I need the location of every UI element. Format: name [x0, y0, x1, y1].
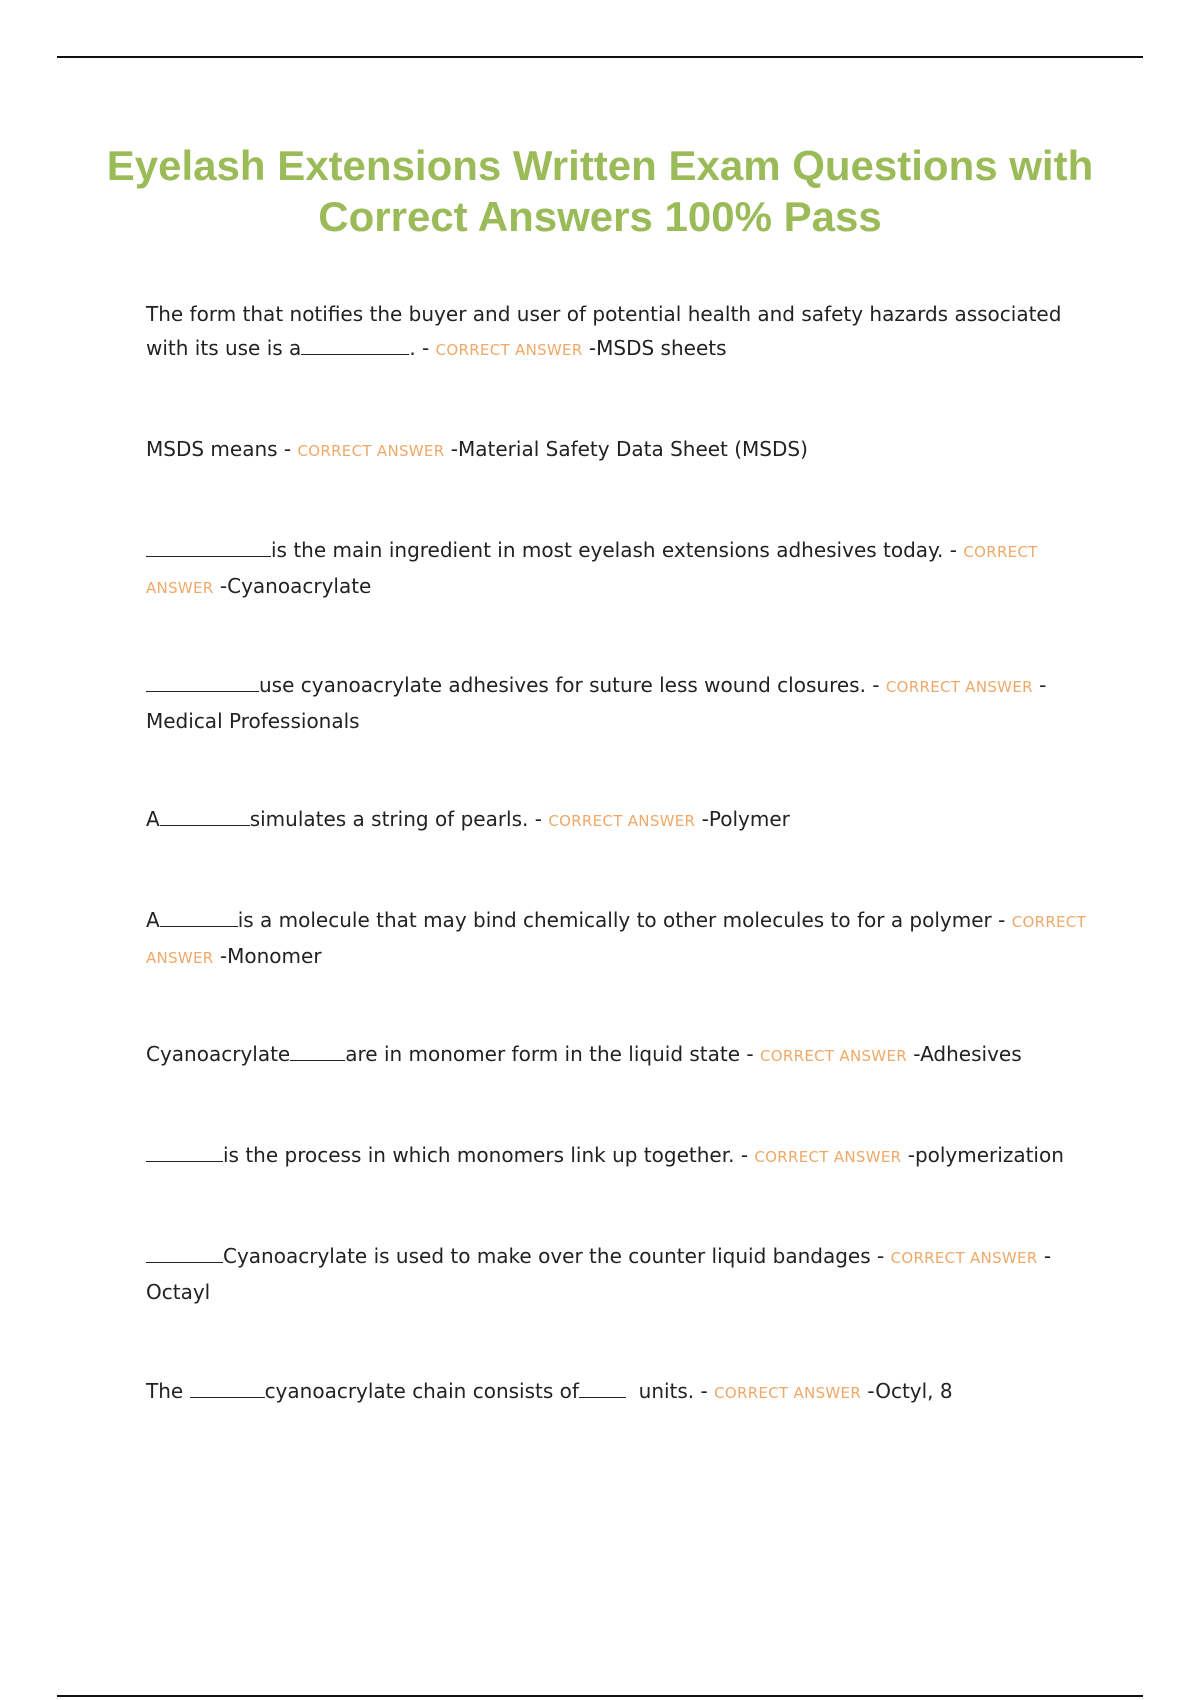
- correct-answer-label: CORRECT ANSWER: [760, 1047, 907, 1065]
- answer-text: Octayl: [146, 1280, 211, 1304]
- question-text: The: [146, 1379, 184, 1403]
- answer-blank: [146, 536, 271, 557]
- question-text: simulates a string of pearls.: [249, 807, 529, 831]
- correct-answer-label: CORRECT ANSWER: [146, 913, 1087, 967]
- answer-blank: [146, 1242, 223, 1263]
- answer-text: Polymer: [708, 807, 790, 831]
- answer-text: Adhesives: [920, 1042, 1022, 1066]
- answer-text: polymerization: [914, 1143, 1064, 1167]
- qa-item-5: A simulates a string of pearls. - CORRECT ANSWER -Polymer: [146, 807, 790, 831]
- correct-answer-label: CORRECT ANSWER: [146, 543, 1038, 597]
- qa-item-6: A is a molecule that may bind chemically to other molecules to for a polymer - CORRECT ANSWER -Monomer: [146, 908, 1087, 968]
- correct-answer-label: CORRECT ANSWER: [890, 1249, 1038, 1267]
- qa-item-10: The cyanoacrylate chain consists of units. - CORRECT ANSWER -Octyl, 8: [146, 1379, 953, 1403]
- answer-blank: [190, 1377, 265, 1398]
- correct-answer-label: CORRECT ANSWER: [297, 442, 445, 460]
- question-text: is the process in which monomers link up together.: [223, 1143, 735, 1167]
- question-text: .: [409, 336, 416, 360]
- question-text: cyanoacrylate chain consists of: [264, 1379, 579, 1403]
- question-text: A: [146, 908, 160, 932]
- answer-text: Monomer: [227, 944, 322, 968]
- question-text: units.: [638, 1379, 695, 1403]
- answer-text: MSDS sheets: [596, 336, 727, 360]
- question-text: A: [146, 807, 160, 831]
- answer-text: Octyl, 8: [875, 1379, 953, 1403]
- top-rule: [57, 56, 1143, 58]
- correct-answer-label: CORRECT ANSWER: [435, 341, 583, 359]
- bottom-rule: [57, 1695, 1143, 1697]
- answer-blank: [146, 671, 259, 692]
- page-title: Eyelash Extensions Written Exam Questions with Correct Answers 100% Pass: [106, 142, 1094, 240]
- qa-item-9: Cyanoacrylate is used to make over the counter liquid bandages - CORRECT ANSWER -Octayl: [146, 1244, 1052, 1304]
- qa-item-8: is the process in which monomers link up together. - CORRECT ANSWER -polymerization: [146, 1138, 1091, 1174]
- question-text: Cyanoacrylate: [146, 1042, 291, 1066]
- qa-item-4: use cyanoacrylate adhesives for suture less wound closures. - CORRECT ANSWER -Medical Professionals: [146, 673, 1047, 733]
- question-text: is a molecule that may bind chemically to other molecules to for a polymer: [237, 908, 992, 932]
- answer-text: Cyanoacrylate: [227, 574, 372, 598]
- answer-blank: [579, 1377, 626, 1398]
- answer-blank: [301, 334, 409, 355]
- qa-item-1: The form that notifies the buyer and user of potential health and safety hazards associated with its use is a . - CORRECT ANSWER -MSDS sheets: [146, 302, 1062, 360]
- question-text: Cyanoacrylate is used to make over the counter liquid bandages: [223, 1244, 871, 1268]
- question-text: is the main ingredient in most eyelash extensions adhesives today.: [271, 538, 944, 562]
- question-text: are in monomer form in the liquid state: [345, 1042, 741, 1066]
- correct-answer-label: CORRECT ANSWER: [885, 678, 1033, 696]
- qa-item-7: Cyanoacrylate are in monomer form in the liquid state - CORRECT ANSWER -Adhesives: [146, 1042, 1022, 1066]
- question-text: The form that notifies the buyer and user of potential health and safety hazards associated with its use is a: [146, 302, 1062, 360]
- qa-item-2: MSDS means - CORRECT ANSWER -Material Safety Data Sheet (MSDS): [146, 437, 808, 461]
- answer-blank: [160, 805, 250, 826]
- question-text: use cyanoacrylate adhesives for suture less wound closures.: [259, 673, 866, 697]
- correct-answer-label: CORRECT ANSWER: [548, 812, 696, 830]
- qa-item-3: is the main ingredient in most eyelash extensions adhesives today. - CORRECT ANSWER -Cyanoacrylate: [146, 538, 1038, 598]
- answer-blank: [146, 1141, 223, 1162]
- answer-text: Material Safety Data Sheet (MSDS): [458, 437, 808, 461]
- answer-blank: [160, 906, 238, 927]
- answer-text: Medical Professionals: [146, 709, 360, 733]
- answer-blank: [290, 1040, 345, 1061]
- question-text: MSDS means: [146, 437, 278, 461]
- correct-answer-label: CORRECT ANSWER: [754, 1148, 902, 1166]
- correct-answer-label: CORRECT ANSWER: [714, 1384, 862, 1402]
